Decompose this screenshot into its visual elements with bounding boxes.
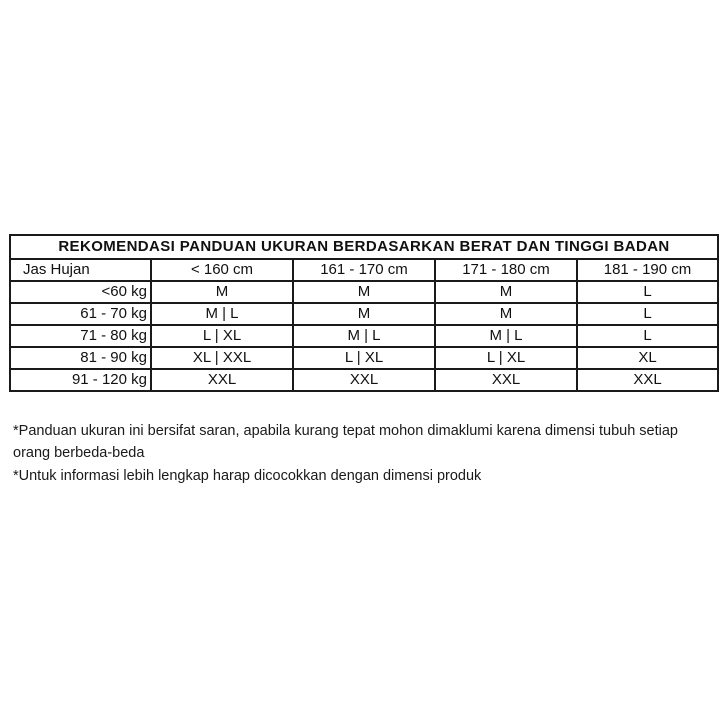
- notes-section: [13, 420, 718, 487]
- size-cell: M | L: [435, 325, 577, 347]
- row-label: 81 - 90 kg: [10, 347, 151, 369]
- table-row: [10, 281, 718, 303]
- table-row: [10, 347, 718, 369]
- size-cell: M: [435, 281, 577, 303]
- corner-label: Jas Hujan: [10, 259, 151, 281]
- size-cell: L: [577, 281, 718, 303]
- size-cell: XXL: [293, 369, 435, 391]
- size-cell: M: [293, 281, 435, 303]
- row-label: 91 - 120 kg: [10, 369, 151, 391]
- size-cell: L | XL: [435, 347, 577, 369]
- table-header-row: [10, 259, 718, 281]
- size-cell: M | L: [151, 303, 293, 325]
- row-label: 71 - 80 kg: [10, 325, 151, 347]
- note-disclaimer: *Panduan ukuran ini bersifat saran, apabila kurang tepat mohon dimaklumi karena dimensi tubuh setiap orang berbeda-beda: [13, 423, 678, 461]
- size-cell: M: [151, 281, 293, 303]
- size-cell: M | L: [293, 325, 435, 347]
- size-cell: L: [577, 303, 718, 325]
- row-label: <60 kg: [10, 281, 151, 303]
- size-cell: M: [435, 303, 577, 325]
- row-label: 61 - 70 kg: [10, 303, 151, 325]
- size-cell: L | XL: [151, 325, 293, 347]
- size-guide-table: [9, 234, 719, 392]
- column-header: 181 - 190 cm: [577, 259, 718, 281]
- column-header: 161 - 170 cm: [293, 259, 435, 281]
- table-title-row: [10, 235, 718, 259]
- table-row: [10, 369, 718, 391]
- table-row: [10, 303, 718, 325]
- size-cell: L: [577, 325, 718, 347]
- size-cell: XXL: [577, 369, 718, 391]
- size-cell: XL: [577, 347, 718, 369]
- size-cell: XXL: [435, 369, 577, 391]
- note-product-dimensions: *Untuk informasi lebih lengkap harap dicocokkan dengan dimensi produk: [13, 468, 482, 484]
- column-header: < 160 cm: [151, 259, 293, 281]
- table-row: [10, 325, 718, 347]
- size-cell: M: [293, 303, 435, 325]
- size-cell: L | XL: [293, 347, 435, 369]
- size-cell: XL | XXL: [151, 347, 293, 369]
- size-cell: XXL: [151, 369, 293, 391]
- column-header: 171 - 180 cm: [435, 259, 577, 281]
- table-title: REKOMENDASI PANDUAN UKURAN BERDASARKAN BERAT DAN TINGGI BADAN: [10, 235, 718, 259]
